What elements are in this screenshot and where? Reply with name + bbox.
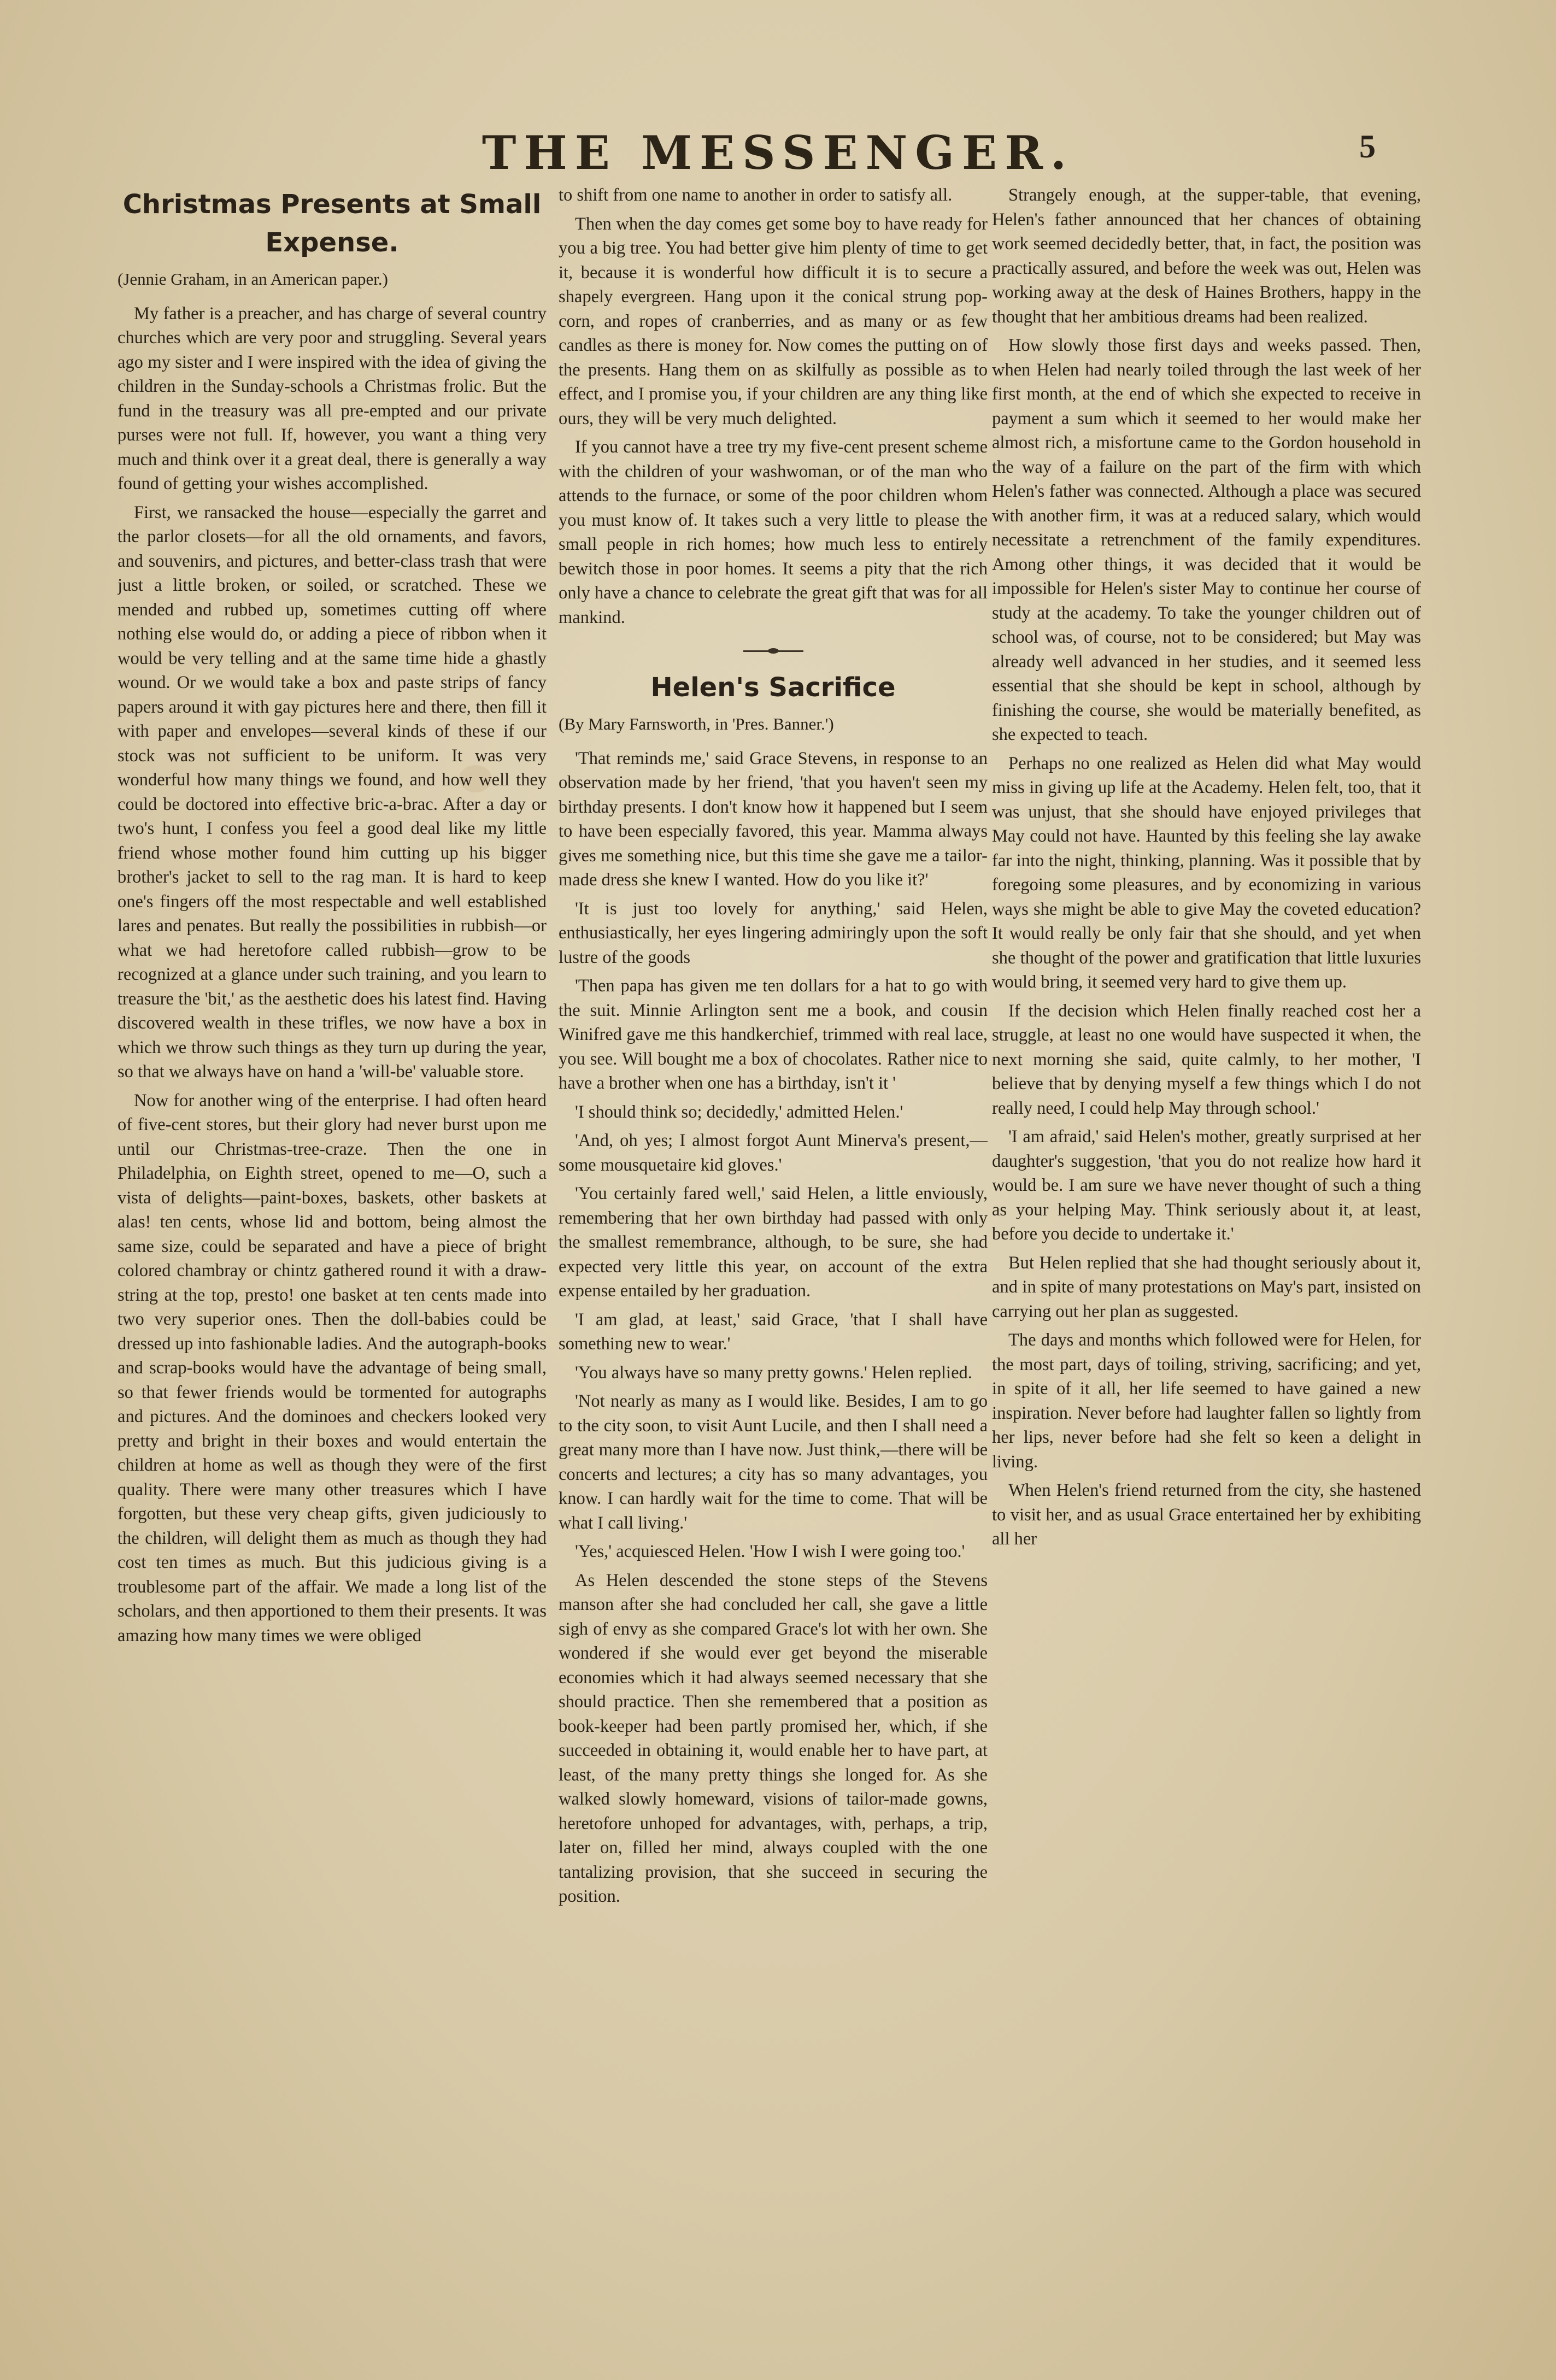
paragraph: When Helen's friend returned from the city, she hastened to visit her, and as usual Grace entertained her by exhibiting all her bbox=[992, 1480, 1421, 1549]
paragraph: My father is a preacher, and has charge of several country churches which are very poor and struggling. Several years ago my sister and I were inspired with the idea of giving the children in the Sunday-schools a Christmas frolic. But the fund in the treasury was all pre-empted and our private purses were not full. If, however, you want a thing very much and think over it a great deal, there is generally a way found of getting your wishes accomplished. bbox=[118, 303, 547, 493]
paragraph: 'I should think so; decidedly,' admitted Helen.' bbox=[575, 1102, 903, 1122]
newspaper-title: THE MESSENGER. bbox=[482, 126, 1074, 180]
article-title: Christmas Presents at Small Expense. bbox=[122, 189, 542, 258]
paragraph: Strangely enough, at the supper-table, that evening, Helen's father announced that her chances of obtaining work seemed decidedly better, that, in fact, the position was practically assured, and before the week was out, Helen was working away at the desk of Haines Brothers, happy in the thought that her ambitious dreams had been realized. bbox=[992, 185, 1421, 327]
paragraph: If the decision which Helen finally reached cost her a struggle, at least no one would have suspected it when, the next morning she said, quite calmly, to her mother, 'I believe that by denying myself a few things which I do not really need, I could help May through school.' bbox=[992, 1001, 1421, 1118]
paragraph: 'That reminds me,' said Grace Stevens, in response to an observation made by her friend, 'that you haven't seen my birthday presents. I don't know how it happened but I seem to have been especially favored, this year. Mamma always gives me something nice, but this time she gave me a tailor-made dress she knew I wanted. How do you like it?' bbox=[559, 748, 988, 890]
article-byline: (By Mary Farnsworth, in 'Pres. Banner.') bbox=[559, 714, 834, 733]
paragraph: Perhaps no one realized as Helen did what May would miss in giving up life at the Academy. Helen felt, too, that it was unjust, that she should have enjoyed privileges that May could not have. Haunted by this feeling she lay awake far into the night, thinking, planning. Was it possible that by foregoing some pleasures, and by economizing in various ways she might be able to give May the coveted education? It would really be only fair that she should, and yet when she thought of the power and gratification that little luxuries would bring, it seemed very hard to give them up. bbox=[992, 753, 1421, 992]
paragraph: 'And, oh yes; I almost forgot Aunt Minerva's present,—some mousquetaire kid gloves.' bbox=[559, 1131, 988, 1175]
paragraph: As Helen descended the stone steps of the Stevens manson after she had concluded her call, she gave a little sigh of envy as she compared Grace's lot with her own. She wondered if she would ever get beyond the miserable economies which it had always seemed necessary that she should practice. Then she remembered that a position as book-keeper had been partly promised her, which, if she succeeded in obtaining it, would enable her to have part, at least, of the many pretty things she longed for. As she walked slowly homeward, visions of tailor-made gowns, heretofore unhoped for advantages, with, perhaps, a trip, later on, filled her mind, always coupled with the one tantalizing provision, that she succeed in securing the position. bbox=[559, 1570, 988, 1906]
article-title: Helen's Sacrifice bbox=[650, 672, 896, 703]
paragraph: 'Then papa has given me ten dollars for a hat to go with the suit. Minnie Arlington sent me a book, and cousin Winifred gave me this handkerchief, trimmed with real lace, you see. Will bought me a box of chocolates. Rather nice to have a brother when one has a birthday, isn't it ' bbox=[559, 976, 988, 1093]
paragraph: Then when the day comes get some boy to have ready for you a big tree. You had better give him plenty of time to get it, because it is wonderful how difficult it is to secure a shapely evergreen. Hang upon it the conical strung pop-corn, and ropes of cranberries, and as many or as few candles as there is money for. Now comes the putting on of the presents. Hang them on as skilfully as possible as to effect, and I promise you, if your children are any thing like ours, they will be very much delighted. bbox=[559, 214, 988, 428]
paragraph: But Helen replied that she had thought seriously about it, and in spite of many protestations on May's part, insisted on carrying out her plan as suggested. bbox=[992, 1253, 1421, 1321]
paragraph: 'It is just too lovely for anything,' said Helen, enthusiastically, her eyes lingering admiringly upon the soft lustre of the goods bbox=[559, 898, 988, 967]
paragraph: 'You always have so many pretty gowns.' Helen replied. bbox=[575, 1362, 972, 1383]
masthead bbox=[0, 126, 1556, 191]
article-byline: (Jennie Graham, in an American paper.) bbox=[118, 269, 388, 289]
column-1 bbox=[118, 183, 547, 2303]
column-2 bbox=[559, 183, 988, 2303]
section-divider bbox=[743, 650, 803, 652]
paragraph: 'I am afraid,' said Helen's mother, greatly surprised at her daughter's suggestion, 'that you do not realize how hard it would be. I am sure we have never thought of such a thing as your helping May. Think seriously about it, at least, before you decide to undertake it.' bbox=[992, 1127, 1421, 1244]
paragraph: 'Yes,' acquiesced Helen. 'How I wish I were going too.' bbox=[575, 1542, 965, 1561]
page-number: 5 bbox=[1359, 128, 1376, 164]
column-3 bbox=[992, 183, 1421, 2303]
paragraph: How slowly those first days and weeks passed. Then, when Helen had nearly toiled through the last week of her first month, at the end of which she expected to receive in payment a sum which it seemed to her would make her almost rich, a misfortune came to the Gordon household in the way of a failure on the part of the firm with which Helen's father was connected. Although a place was secured with another firm, it was at a reduced salary, which would necessitate a retrenchment of the family expenditures. Among other things, it was decided that it would be impossible for Helen's sister May to continue her course of study at the academy. To take the younger children out of school was, of course, not to be considered; but May was already well advanced in her studies, and it seemed less essential that she should be kept in school, although by finishing the course, she would be materially benefited, as she expected to teach. bbox=[992, 336, 1421, 744]
paragraph: First, we ransacked the house—especially the garret and the parlor closets—for all the old ornaments, and favors, and souvenirs, and pictures, and better-class trash that were just a little broken, or soiled, or scratched. These we mended and rubbed up, sometimes cutting off where nothing else would do, or adding a piece of ribbon when it would be very telling and at the same time hide a ghastly wound. Or we would take a box and paste strips of fancy papers around it with gay pictures here and there, then fill it with paper and envelopes—several kinds of these if our stock was not sufficient to be uniform. It was very wonderful how many things we found, and how well they could be doctored into effective bric-a-brac. After a day or two's hunt, I confess you feel a good deal like my little friend whose mother found him cutting up his bigger brother's jacket to sell to the rag man. It is hard to keep one's fingers off the most respectable and well established lares and penates. But really the possibilities in rubbish—or what we had heretofore called rubbish—grow to be recognized at a glance under such training, and you learn to treasure the 'bit,' as the aesthetic does his latest find. Having discovered wealth in these trifles, we now have a box in which we throw such things as they turn up during the year, so that we always have on hand a 'will-be' valuable store. bbox=[118, 502, 547, 1082]
paragraph: 'You certainly fared well,' said Helen, a little enviously, remembering that her own birthday had passed with only the smallest remembrance, although, to be sure, she had expected very little this year, on account of the extra expense entailed by her graduation. bbox=[559, 1184, 988, 1301]
paragraph: 'I am glad, at least,' said Grace, 'that I shall have something new to wear.' bbox=[559, 1309, 988, 1354]
paragraph: to shift from one name to another in order to satisfy all. bbox=[559, 185, 953, 205]
paragraph: If you cannot have a tree try my five-cent present scheme with the children of your washwoman, or of the man who attends to the furnace, or some of the poor children whom you must know of. It takes such a very little to please the small people in rich homes; how much less to entirely bewitch those in poor homes. It seems a pity that the rich only have a chance to celebrate the great gift that was for all mankind. bbox=[559, 437, 988, 627]
paragraph: Now for another wing of the enterprise. I had often heard of five-cent stores, but their glory had never burst upon me until our Christmas-tree-craze. Then the one in Philadelphia, on Eighth street, opened to me—O, such a vista of delights—paint-boxes, baskets, other baskets at alas! ten cents, whose lid and bottom, being almost the same size, could be separated and have a piece of bright colored chambray or chintz gathered round it with a draw-string at the top, presto! one basket at ten cents made into two very superior ones. Then the doll-babies could be dressed up into fashionable ladies. And the autograph-books and scrap-books would have the advantage of being small, so that fewer friends would be tormented for autographs and pictures. And the dominoes and checkers looked very pretty and bright in their boxes and would entertain the children at home as well as though they were of the first quality. There were many other treasures which I have forgotten, but these very cheap gifts, given judiciously to the children, will delight them as much as though they had cost ten times as much. But this judicious giving is a troublesome part of the affair. We made a long list of the scholars, and then apportioned to them their presents. It was amazing how many times we were obliged bbox=[118, 1090, 547, 1646]
paragraph: The days and months which followed were for Helen, for the most part, days of toiling, striving, sacrificing; and yet, in spite of it all, her life seemed to have gained a new inspiration. Never before had laughter fallen so lightly from her lips, never before had she felt so keen a delight in living. bbox=[992, 1330, 1421, 1472]
paragraph: 'Not nearly as many as I would like. Besides, I am to go to the city soon, to visit Aunt Lucile, and then I shall need a great many more than I have now. Just think,—there will be concerts and lectures; a city has so many advantages, you know. I can hardly wait for the time to come. That will be what I call living.' bbox=[559, 1391, 988, 1533]
